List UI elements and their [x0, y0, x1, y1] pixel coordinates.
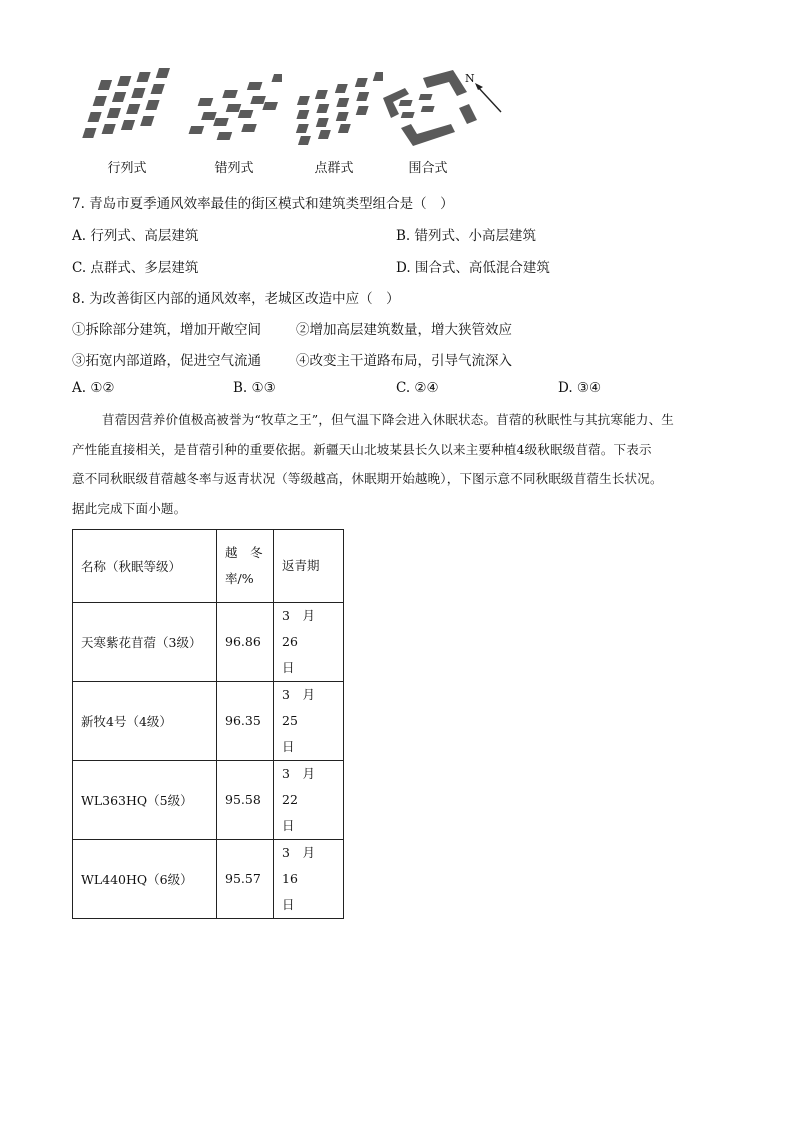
caption-enclosed: 围合式: [408, 161, 448, 176]
cluster-layout-figure: [283, 68, 383, 146]
cell-name: 天寒紫花苜蓿（3级）: [73, 603, 217, 682]
header-date: 返青期: [274, 530, 344, 603]
cell-date-line-1: 3 月 16: [282, 845, 328, 886]
cell-date-line-2: 日: [282, 818, 295, 833]
q8-statement-4: ④改变主干道路布局，引导气流深入: [296, 353, 512, 369]
q8-option-a: A. ①②: [72, 380, 115, 396]
q7-option-b: B. 错列式、小高层建筑: [396, 228, 537, 244]
caption-row: 行列式: [107, 161, 147, 176]
q8-statement-3: ③拓宽内部道路，促进空气流通: [72, 353, 261, 369]
table-row: [73, 761, 344, 840]
table-row: [73, 840, 344, 919]
enclosed-layout-figure: [375, 68, 505, 146]
header-rate: [217, 530, 274, 603]
q8-stem: 8. 为改善街区内部的通风效率，老城区改造中应（ ）: [72, 291, 400, 307]
q8-option-d: D. ③④: [558, 380, 602, 396]
passage-line-3: 意不同秋眠级苜蓿越冬率与返青状况（等级越高，休眠期开始越晚），下图示意不同秋眠级苜蓿生长状况。: [72, 471, 663, 486]
table-row: [73, 603, 344, 682]
north-label: N: [465, 72, 475, 85]
staggered-layout-figure: [182, 68, 282, 146]
q7-option-c: C. 点群式、多层建筑: [72, 260, 199, 276]
table-row: [73, 682, 344, 761]
q7-option-a: A. 行列式、高层建筑: [72, 228, 199, 244]
cell-date: [274, 682, 344, 761]
cell-date-line-2: 日: [282, 739, 295, 754]
cell-date: [274, 761, 344, 840]
q8-option-c: C. ②④: [396, 380, 439, 396]
passage-line-4: 据此完成下面小题。: [72, 500, 187, 516]
cell-rate: 95.57: [217, 840, 274, 919]
caption-cluster: 点群式: [314, 161, 354, 176]
q8-statement-1: ①拆除部分建筑，增加开敞空间: [72, 322, 261, 338]
cell-date-line-1: 3 月 25: [282, 687, 328, 728]
dormancy-table: [72, 529, 344, 919]
cell-rate: 95.58: [217, 761, 274, 840]
cell-name: WL363HQ（5级）: [73, 761, 217, 840]
cell-rate: 96.86: [217, 603, 274, 682]
cell-date-line-1: 3 月 22: [282, 766, 328, 807]
cell-name: WL440HQ（6级）: [73, 840, 217, 919]
header-name: 名称（秋眠等级）: [73, 530, 217, 603]
cell-date-line-2: 日: [282, 660, 295, 675]
cell-date-line-1: 3 月 26: [282, 608, 328, 649]
cell-rate: 96.35: [217, 682, 274, 761]
q8-statement-2: ②增加高层建筑数量，增大狭管效应: [296, 322, 512, 338]
caption-staggered: 错列式: [214, 161, 254, 176]
row-layout-figure: [75, 68, 175, 146]
table-header-row: [73, 530, 344, 603]
q7-option-d: D. 围合式、高低混合建筑: [396, 260, 550, 276]
passage-line-1: 苜蓿因营养价值极高被誉为“牧草之王”，但气温下降会进入休眠状态。苜蓿的秋眠性与其抗寒能力、生: [102, 412, 674, 427]
cell-date: [274, 603, 344, 682]
cell-date: [274, 840, 344, 919]
cell-name: 新牧4号（4级）: [73, 682, 217, 761]
passage-line-2: 产性能直接相关，是苜蓿引种的重要依据。新疆天山北坡某县长久以来主要种植4级秋眠级苜蓿。下表示: [72, 441, 652, 457]
header-rate-line-1: 越 冬: [225, 545, 263, 560]
north-arrow-icon: [475, 83, 501, 112]
header-rate-line-2: 率/%: [225, 571, 254, 586]
q8-option-b: B. ①③: [233, 380, 276, 396]
q7-stem: 7. 青岛市夏季通风效率最佳的街区模式和建筑类型组合是（ ）: [72, 196, 454, 212]
passage: [72, 405, 728, 523]
cell-date-line-2: 日: [282, 897, 295, 912]
